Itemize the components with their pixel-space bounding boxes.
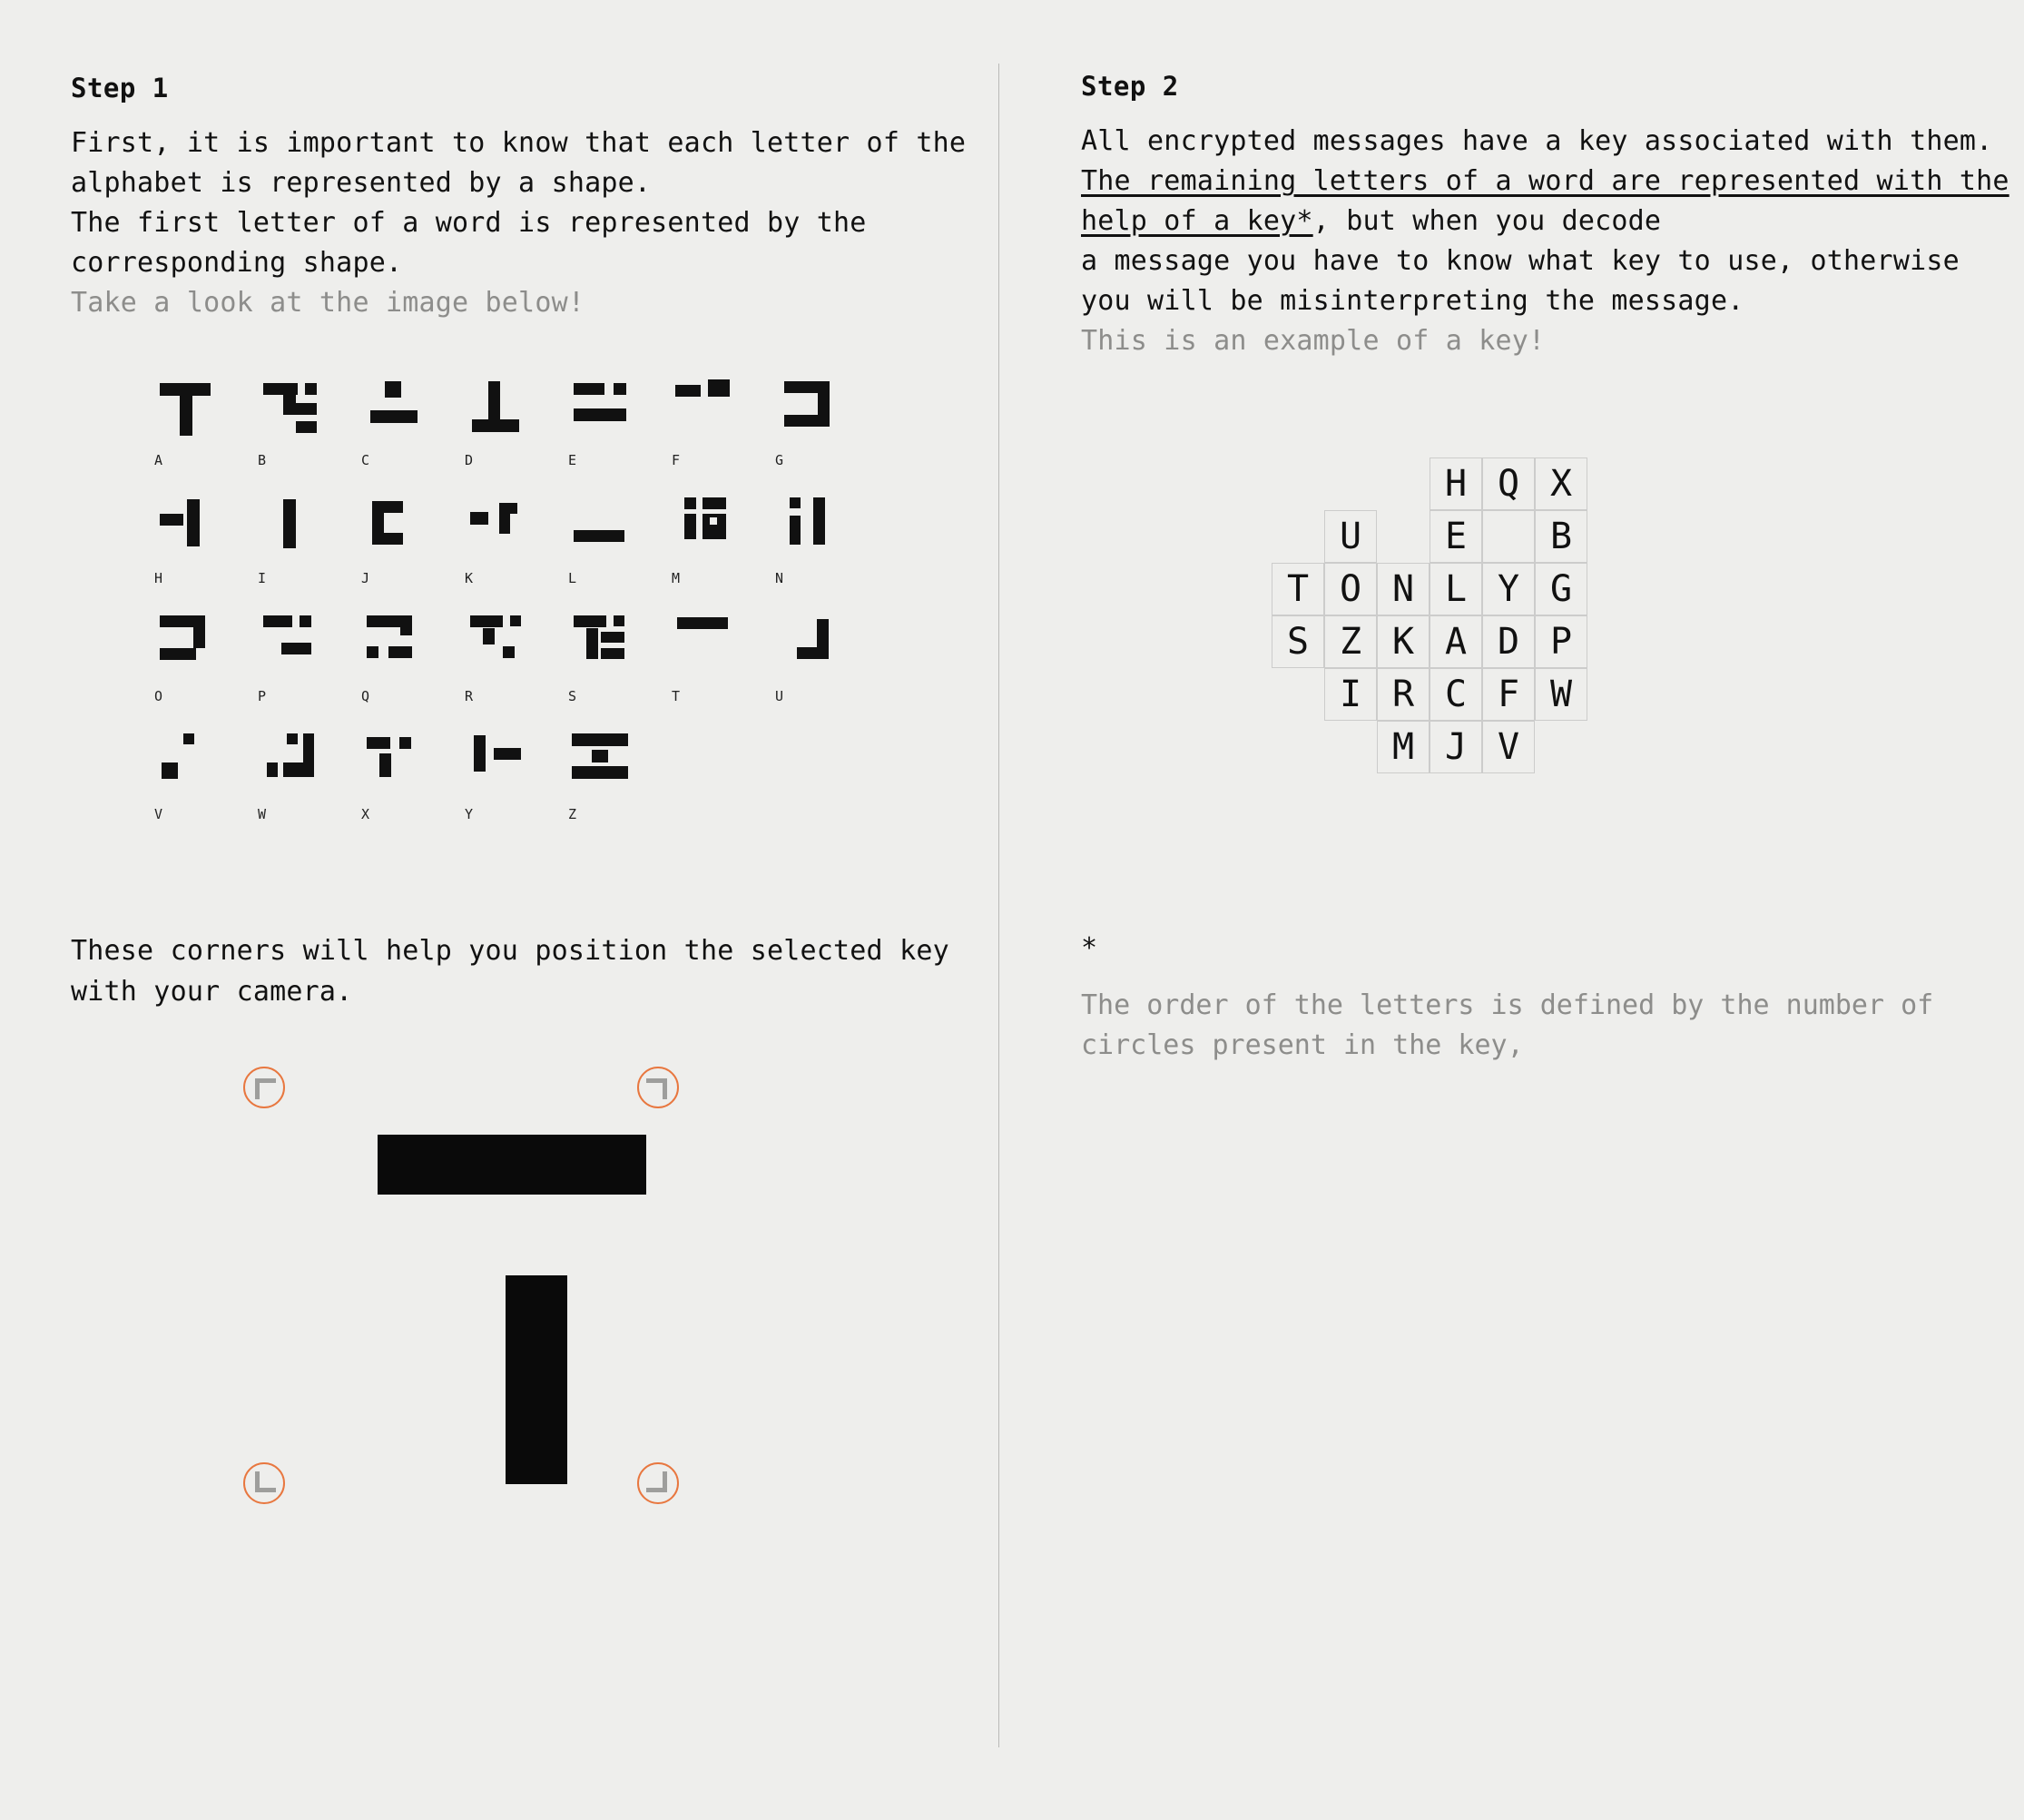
- alphabet-letter-label: E: [568, 452, 578, 469]
- alphabet-item-p: [256, 612, 359, 704]
- alphabet-row: [152, 612, 998, 704]
- alphabet-item-r: [463, 612, 566, 704]
- key-cell: B: [1535, 510, 1587, 563]
- alphabet-letter-label: T: [672, 688, 682, 705]
- alphabet-item-a: [152, 376, 256, 468]
- alphabet-letter-label: Z: [568, 806, 578, 823]
- alphabet-item-d: [463, 376, 566, 468]
- alphabet-item-i: [256, 494, 359, 586]
- corner-marker-top-left-icon: [243, 1067, 285, 1108]
- alphabet-row: [152, 376, 998, 468]
- alphabet-letter-label: J: [361, 570, 371, 587]
- shape-glyph-i: [256, 494, 323, 561]
- footnote-marker: *: [1081, 931, 1098, 964]
- step-2-title: Step 2: [1081, 71, 1179, 102]
- key-cell: W: [1535, 668, 1587, 721]
- key-cell: N: [1377, 563, 1430, 615]
- key-cell: Y: [1482, 563, 1535, 615]
- footnote-text: The order of the letters is defined by the number of circles present in the key,: [1081, 989, 1934, 1061]
- key-reference-rest: , but when you decode: [1312, 205, 1662, 238]
- key-cell: L: [1430, 563, 1482, 615]
- alphabet-item-s: [566, 612, 670, 704]
- alphabet-letter-label: N: [775, 570, 785, 587]
- alphabet-letter-label: W: [258, 806, 268, 823]
- key-cell: E: [1430, 510, 1482, 563]
- shape-glyph-h: [152, 494, 220, 561]
- step-2-column: [999, 0, 2023, 1820]
- alphabet-letter-label: H: [154, 570, 164, 587]
- alphabet-item-q: [359, 612, 463, 704]
- alphabet-letter-label: X: [361, 806, 371, 823]
- alphabet-letter-label: D: [465, 452, 475, 469]
- step-1-paragraph-3: Take a look at the image below!: [71, 287, 585, 320]
- key-cell: G: [1535, 563, 1587, 615]
- shape-glyph-v: [152, 730, 220, 797]
- key-cell: [1324, 721, 1377, 773]
- step-1-paragraph-1: First, it is important to know that each letter of the alphabet is represented by a shape.: [71, 127, 967, 200]
- shape-glyph-a: [152, 376, 220, 443]
- alphabet-item-c: [359, 376, 463, 468]
- key-grid: [1272, 457, 2023, 773]
- step-2-paragraph-2: [1081, 162, 2023, 241]
- alphabet-letter-label: S: [568, 688, 578, 705]
- alphabet-item-y: [463, 730, 566, 822]
- alphabet-letter-label: Y: [465, 806, 475, 823]
- alphabet-letter-label: O: [154, 688, 164, 705]
- corner-marker-top-right-icon: [637, 1067, 679, 1108]
- alphabet-item-u: [773, 612, 877, 704]
- alphabet-item-z: [566, 730, 670, 822]
- shape-glyph-n: [773, 494, 840, 561]
- shape-glyph-f: [670, 376, 737, 443]
- step-1-column: [0, 0, 998, 1820]
- alphabet-shape-chart: [152, 376, 998, 822]
- key-cell: P: [1535, 615, 1587, 668]
- key-cell: F: [1482, 668, 1535, 721]
- alphabet-item-w: [256, 730, 359, 822]
- alphabet-item-j: [359, 494, 463, 586]
- shape-glyph-s: [566, 612, 634, 679]
- key-reference-underlined: The remaining letters of a word are represented with the help of a key*: [1081, 165, 2009, 238]
- shape-glyph-u: [773, 612, 840, 679]
- key-cell: O: [1324, 563, 1377, 615]
- key-cell: M: [1377, 721, 1430, 773]
- alphabet-item-e: [566, 376, 670, 468]
- alphabet-letter-label: A: [154, 452, 164, 469]
- key-cell: V: [1482, 721, 1535, 773]
- key-cell: [1482, 510, 1535, 563]
- alphabet-item-b: [256, 376, 359, 468]
- shape-glyph-w: [256, 730, 323, 797]
- key-cell: K: [1377, 615, 1430, 668]
- shape-glyph-y: [463, 730, 530, 797]
- example-key-grid: [1272, 457, 2023, 773]
- shape-glyph-x: [359, 730, 427, 797]
- key-cell: [1272, 668, 1324, 721]
- key-cell: S: [1272, 615, 1324, 668]
- alphabet-item-v: [152, 730, 256, 822]
- alphabet-item-m: [670, 494, 773, 586]
- alphabet-item-o: [152, 612, 256, 704]
- alphabet-letter-label: L: [568, 570, 578, 587]
- key-cell: [1272, 457, 1324, 510]
- alphabet-item-f: [670, 376, 773, 468]
- shape-glyph-m: [670, 494, 737, 561]
- key-cell: J: [1430, 721, 1482, 773]
- shape-glyph-z: [566, 730, 634, 797]
- shape-glyph-o: [152, 612, 220, 679]
- shape-glyph-g: [773, 376, 840, 443]
- alphabet-letter-label: V: [154, 806, 164, 823]
- alphabet-letter-label: I: [258, 570, 268, 587]
- alphabet-item-l: [566, 494, 670, 586]
- key-cell: H: [1430, 457, 1482, 510]
- alphabet-row: [152, 494, 998, 586]
- alphabet-item-n: [773, 494, 877, 586]
- step-2-paragraph-1: All encrypted messages have a key associated with them.: [1081, 125, 1993, 157]
- alphabet-letter-label: M: [672, 570, 682, 587]
- shape-glyph-k: [463, 494, 530, 561]
- key-cell: [1272, 721, 1324, 773]
- key-cell: T: [1272, 563, 1324, 615]
- camera-alignment-preview: [243, 1067, 824, 1520]
- alphabet-letter-label: R: [465, 688, 475, 705]
- alphabet-item-t: [670, 612, 773, 704]
- corners-instruction-text: These corners will help you position the selected key with your camera.: [71, 935, 949, 1008]
- shape-glyph-r: [463, 612, 530, 679]
- preview-shape-vertical-bar: [506, 1275, 567, 1484]
- step-2-paragraph-3: a message you have to know what key to use, otherwise you will be misinterpreting the message.: [1081, 245, 1960, 318]
- shape-glyph-j: [359, 494, 427, 561]
- shape-glyph-e: [566, 376, 634, 443]
- alphabet-item-k: [463, 494, 566, 586]
- step-1-title: Step 1: [71, 73, 169, 103]
- step-1-paragraph-2: The first letter of a word is represented by the corresponding shape.: [71, 207, 867, 280]
- key-cell: [1377, 510, 1430, 563]
- alphabet-item-x: [359, 730, 463, 822]
- alphabet-letter-label: Q: [361, 688, 371, 705]
- shape-glyph-q: [359, 612, 427, 679]
- key-cell: Q: [1482, 457, 1535, 510]
- shape-glyph-p: [256, 612, 323, 679]
- shape-glyph-d: [463, 376, 530, 443]
- alphabet-letter-label: G: [775, 452, 785, 469]
- alphabet-item-g: [773, 376, 877, 468]
- key-cell: R: [1377, 668, 1430, 721]
- alphabet-letter-label: K: [465, 570, 475, 587]
- key-cell: [1377, 457, 1430, 510]
- alphabet-item-h: [152, 494, 256, 586]
- key-cell: [1324, 457, 1377, 510]
- shape-glyph-b: [256, 376, 323, 443]
- shape-glyph-c: [359, 376, 427, 443]
- corner-marker-bottom-right-icon: [637, 1462, 679, 1504]
- key-cell: A: [1430, 615, 1482, 668]
- alphabet-letter-label: P: [258, 688, 268, 705]
- key-cell: C: [1430, 668, 1482, 721]
- shape-glyph-l: [566, 494, 634, 561]
- key-cell: I: [1324, 668, 1377, 721]
- key-cell: [1272, 510, 1324, 563]
- alphabet-letter-label: B: [258, 452, 268, 469]
- key-cell: U: [1324, 510, 1377, 563]
- preview-shape-horizontal-bar: [378, 1135, 646, 1195]
- key-cell: X: [1535, 457, 1587, 510]
- step-2-paragraph-4: This is an example of a key!: [1081, 325, 1546, 358]
- key-cell: Z: [1324, 615, 1377, 668]
- corner-marker-bottom-left-icon: [243, 1462, 285, 1504]
- key-cell: D: [1482, 615, 1535, 668]
- key-cell: [1535, 721, 1587, 773]
- shape-glyph-t: [670, 612, 737, 679]
- alphabet-letter-label: F: [672, 452, 682, 469]
- alphabet-row: [152, 730, 998, 822]
- alphabet-letter-label: C: [361, 452, 371, 469]
- alphabet-letter-label: U: [775, 688, 785, 705]
